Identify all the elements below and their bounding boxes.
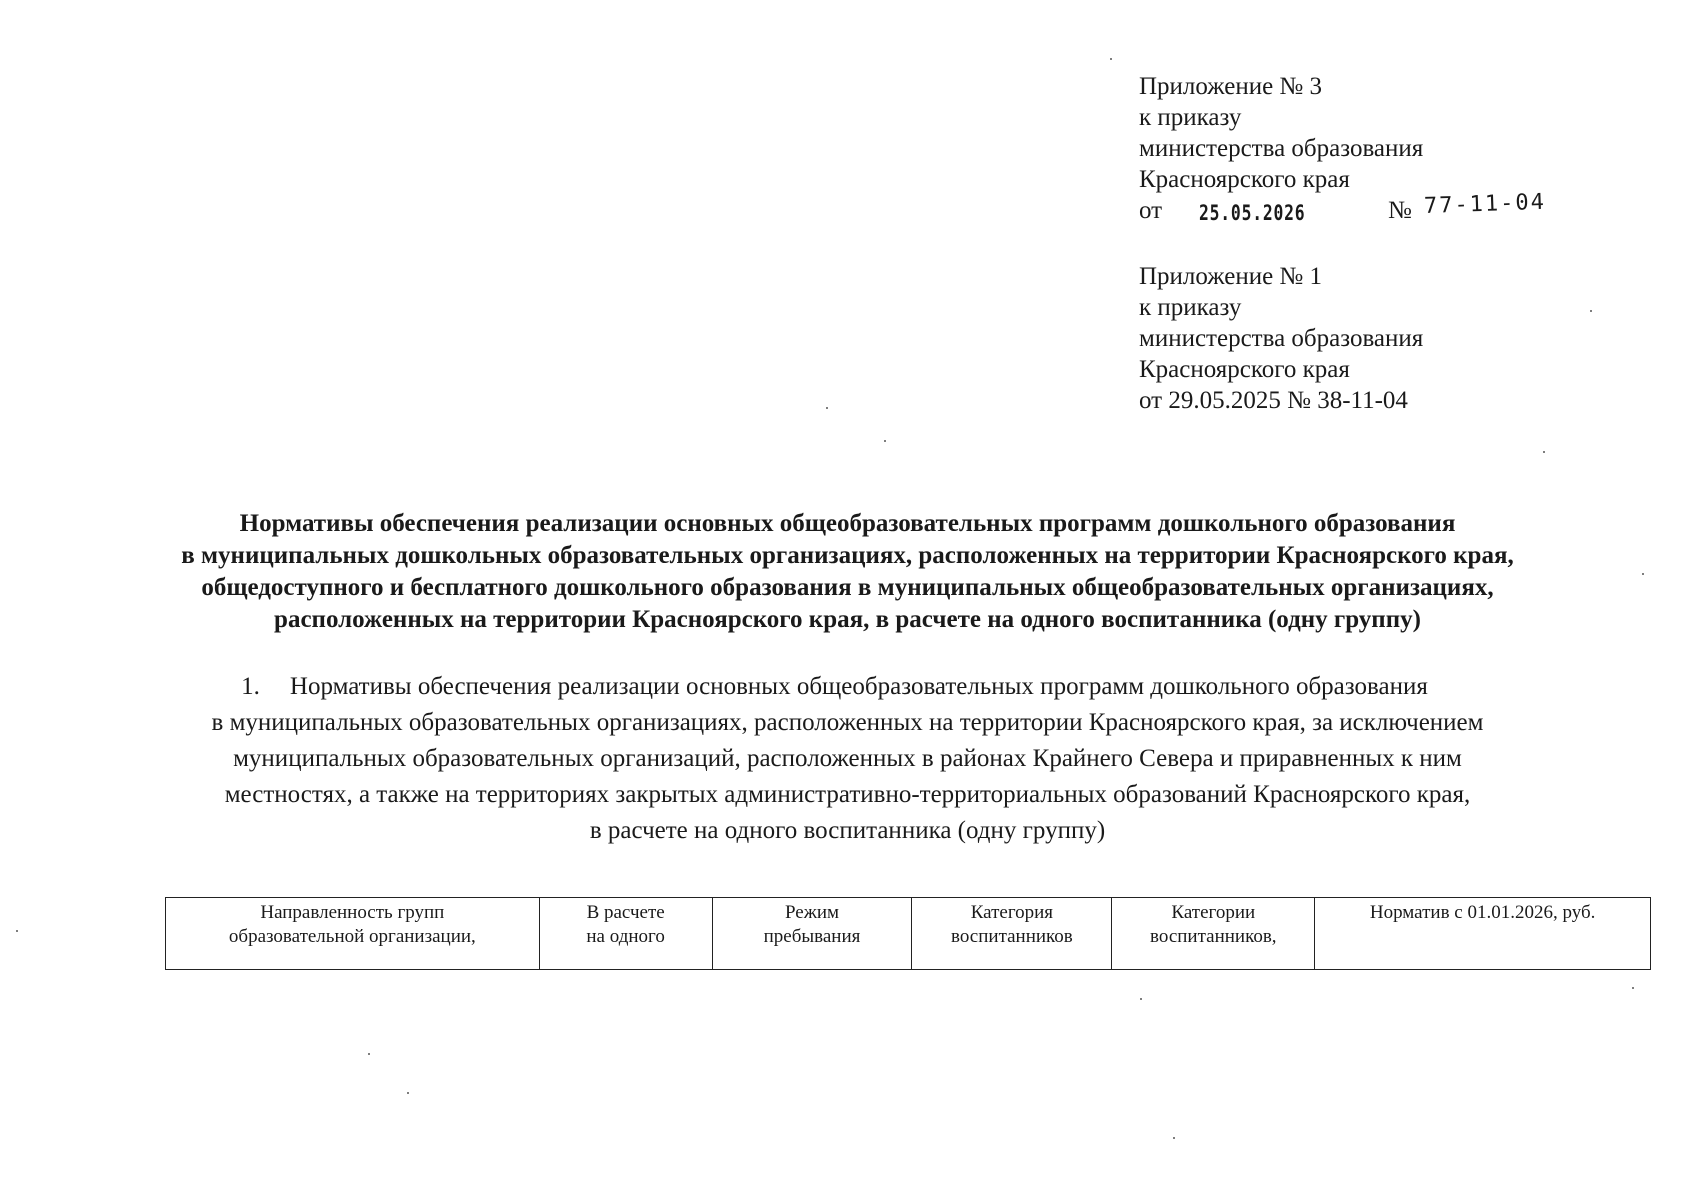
scan-speck: [1173, 1137, 1175, 1139]
section-1-line-4: местностях, а также на территориях закрытых административно-территориальных образований Красноярского края,: [224, 781, 1471, 808]
section-1-number: 1.: [241, 673, 260, 700]
header-group-focus-line-1: Направленность групп: [260, 902, 445, 923]
header-per-unit: [539, 898, 712, 970]
title-line-2: в муниципальных дошкольных образовательных организациях, расположенных на территории Красноярского края,: [181, 542, 1514, 569]
annex-1-title: Приложение № 1: [1139, 263, 1323, 290]
section-1-line-1-text: Нормативы обеспечения реализации основных общеобразовательных программ дошкольного образования: [289, 673, 1428, 700]
annex-1-region: Красноярского края: [1139, 356, 1350, 383]
scan-speck: [16, 930, 18, 932]
annex-3-stamped-date: 25.05.2026: [1199, 201, 1306, 225]
annex-3-ministry: министерства образования: [1139, 135, 1424, 162]
scan-speck: [1110, 58, 1112, 60]
header-norm-value-line-1: Норматив с 01.01.2026, руб.: [1369, 902, 1596, 923]
annex-3-from-label: от: [1139, 197, 1163, 224]
annex-3-date-row: [1139, 189, 1547, 226]
annex-3-region: Красноярского края: [1139, 166, 1350, 193]
header-pupil-categories-line-1: Категории: [1171, 902, 1256, 923]
document-title: [0, 508, 1695, 636]
norms-table: [165, 897, 1651, 970]
header-pupil-category-line-1: Категория: [970, 902, 1054, 923]
section-1-heading: [0, 669, 1695, 849]
annex-3-order-ref: к приказу: [1139, 104, 1242, 131]
header-stay-mode-line-2: пребывания: [763, 926, 861, 947]
header-pupil-category: [912, 898, 1112, 970]
annex-3-header: [1139, 71, 1547, 226]
annex-1-ministry: министерства образования: [1139, 325, 1424, 352]
header-group-focus: [166, 898, 540, 970]
annex-3-handwritten-number: 77-11-04: [1423, 189, 1547, 219]
header-stay-mode-line-1: Режим: [784, 902, 840, 923]
header-stay-mode: [712, 898, 912, 970]
header-per-unit-line-2: на одного: [586, 926, 665, 947]
annex-1-date-number: от 29.05.2025 № 38-11-04: [1139, 387, 1408, 414]
scan-speck: [826, 407, 828, 409]
scan-speck: [884, 440, 886, 442]
scan-speck: [368, 1053, 370, 1055]
table-header-row: [166, 898, 1651, 970]
header-pupil-categories-line-2: воспитанников,: [1150, 926, 1277, 947]
title-line-1: Нормативы обеспечения реализации основных общеобразовательных программ дошкольного образования: [239, 510, 1456, 537]
header-pupil-categories: [1112, 898, 1315, 970]
section-1-line-1: [0, 669, 1695, 705]
section-1-line-3: муниципальных образовательных организаций, расположенных в районах Крайнего Севера и приравненных к ним: [233, 745, 1462, 772]
scan-speck: [407, 1092, 409, 1094]
header-norm-value: [1315, 898, 1651, 970]
section-1-line-5: в расчете на одного воспитанника (одну группу): [589, 817, 1106, 844]
title-line-4: расположенных на территории Красноярского края, в расчете на одного воспитанника (одну группу): [274, 606, 1421, 633]
section-1-line-2: в муниципальных образовательных организациях, расположенных на территории Красноярского края, за исключением: [211, 709, 1484, 736]
scan-speck: [1642, 573, 1644, 575]
annex-3-number-label: №: [1388, 197, 1412, 224]
scan-speck: [1543, 451, 1545, 453]
annex-3-title: Приложение № 3: [1139, 73, 1323, 100]
header-pupil-category-line-2: воспитанников: [950, 926, 1073, 947]
header-per-unit-line-1: В расчете: [586, 902, 665, 923]
title-line-3: общедоступного и бесплатного дошкольного образования в муниципальных общеобразовательных организациях,: [201, 574, 1494, 601]
scan-speck: [1590, 310, 1592, 312]
annex-1-header: [1139, 261, 1423, 416]
scan-speck: [1632, 987, 1634, 989]
header-group-focus-line-2: образовательной организации,: [228, 926, 476, 947]
scan-speck: [1140, 998, 1142, 1000]
annex-1-order-ref: к приказу: [1139, 294, 1242, 321]
